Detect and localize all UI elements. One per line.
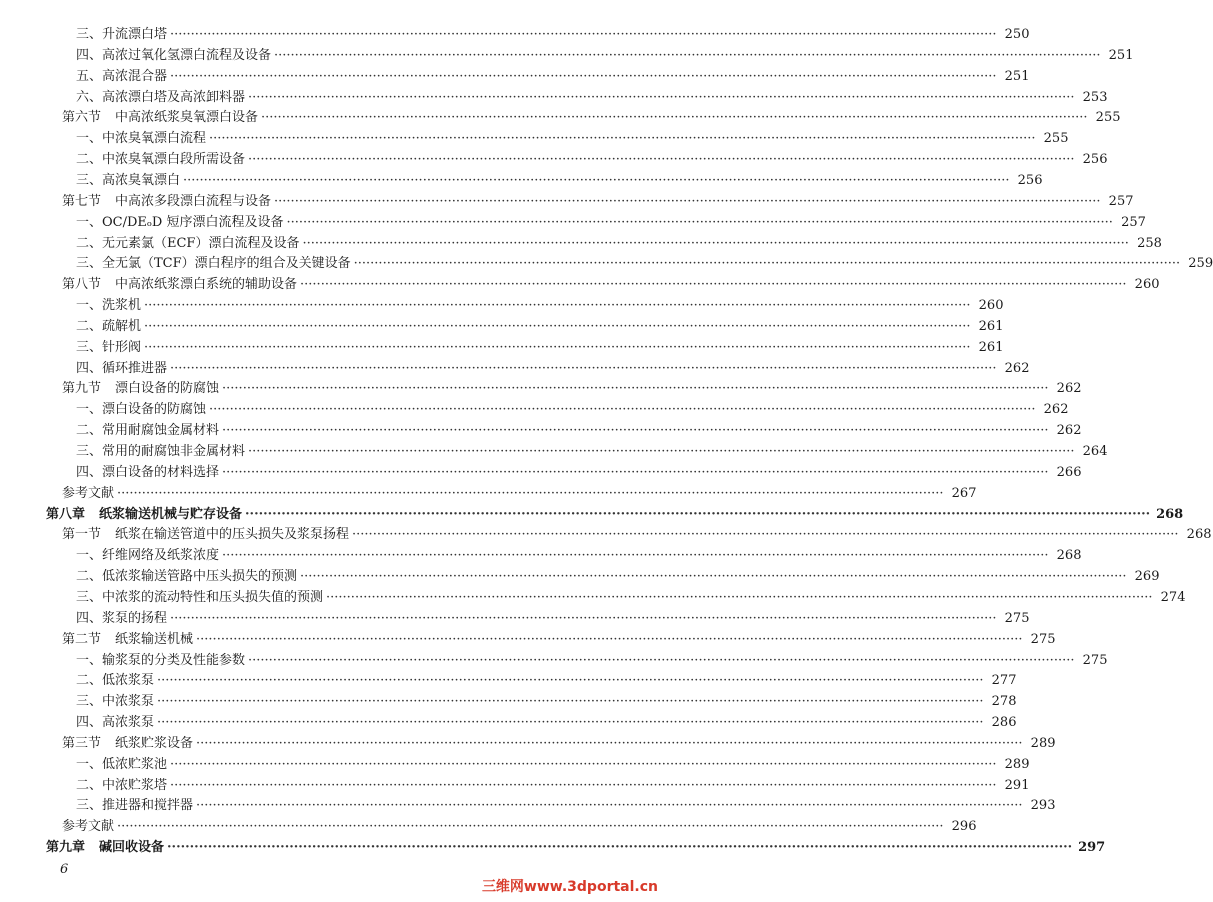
dot-leader: ········································································································································································································ bbox=[157, 673, 984, 689]
toc-entry-title: 一、输浆泵的分类及性能参数 bbox=[76, 652, 246, 668]
dot-leader: ········································································································································································································ bbox=[167, 840, 1073, 856]
watermark-text: 三维网www.3dportal.cn bbox=[481, 879, 658, 895]
toc-page-number: 260 bbox=[1134, 277, 1160, 293]
toc-page-number: 278 bbox=[991, 694, 1017, 710]
toc-entry-title: 五、高浓混合器 bbox=[76, 68, 168, 84]
toc-page-number: 250 bbox=[1004, 27, 1030, 42]
toc-page-number: 275 bbox=[1004, 610, 1030, 626]
dot-leader: ········································································································································································································ bbox=[222, 381, 1049, 397]
dot-leader: ········································································································································································································ bbox=[183, 172, 1010, 188]
toc-entry-title: 三、全无氯（TCF）漂白程序的组合及关键设备 bbox=[76, 256, 351, 272]
toc-entry-chapter bbox=[0, 502, 1184, 523]
dot-leader: ········································································································································································································ bbox=[117, 485, 944, 501]
toc-entry-section bbox=[0, 105, 1121, 126]
toc-entry-item bbox=[0, 418, 1082, 439]
toc-entry-title: 一、OC/DEₒD 短序漂白流程及设备 bbox=[76, 214, 284, 230]
toc-page-number: 256 bbox=[1082, 152, 1108, 168]
toc-entry-item bbox=[0, 147, 1108, 168]
toc-entry-title: 二、中浓臭氧漂白段所需设备 bbox=[76, 152, 246, 168]
dot-leader: ········································································································································································································ bbox=[222, 548, 1049, 564]
toc-entry-number: 第八节 bbox=[62, 277, 102, 293]
dot-leader: ········································································································································································································ bbox=[353, 256, 1181, 272]
toc-entry-section bbox=[0, 272, 1160, 293]
toc-entry-number: 第八章 bbox=[46, 506, 86, 522]
dot-leader: ········································································································································································································ bbox=[170, 27, 997, 42]
toc-entry-item bbox=[0, 335, 1004, 356]
dot-leader: ········································································································································································································ bbox=[209, 402, 1036, 418]
toc-entry-title: 二、中浓贮浆塔 bbox=[76, 777, 168, 793]
toc-page-number: 268 bbox=[1056, 548, 1082, 564]
dot-leader: ········································································································································································································ bbox=[157, 715, 984, 731]
toc-entry-title: 二、疏解机 bbox=[76, 318, 142, 334]
toc-entry-number: 第六节 bbox=[62, 110, 102, 126]
dot-leader: ········································································································································································································ bbox=[352, 527, 1179, 543]
toc-entry-title: 一、中浓臭氧漂白流程 bbox=[76, 131, 207, 147]
toc-entry-text: 纸浆在输送管道中的压头损失及浆泵扬程 bbox=[115, 527, 350, 543]
toc-entry-section bbox=[0, 376, 1082, 397]
dot-leader: ········································································································································································································ bbox=[248, 444, 1075, 459]
toc-page-number: 275 bbox=[1030, 631, 1056, 647]
toc-entry-item bbox=[0, 668, 1017, 689]
toc-entry-text: 中高浓多段漂白流程与设备 bbox=[115, 193, 272, 209]
toc-entry-item bbox=[0, 293, 1004, 314]
toc-entry-title: 二、无元素氯（ECF）漂白流程及设备 bbox=[76, 235, 300, 251]
toc-entry-number: 第一节 bbox=[62, 527, 102, 543]
toc-entry-item bbox=[0, 689, 1017, 710]
toc-entry-item bbox=[0, 85, 1108, 106]
dot-leader: ········································································································································································································ bbox=[261, 110, 1088, 126]
toc-entry-title: 一、洗浆机 bbox=[76, 298, 142, 314]
toc-entry-title: 三、针形阀 bbox=[76, 339, 142, 355]
toc-entry-title bbox=[62, 736, 193, 752]
toc-entry-title: 三、升流漂白塔 bbox=[76, 27, 168, 42]
toc-page-number: 260 bbox=[978, 298, 1004, 314]
toc-entry-text: 中高浓纸浆漂白系统的辅助设备 bbox=[115, 277, 298, 293]
toc-page-number: 268 bbox=[1156, 506, 1184, 522]
toc-page-number: 262 bbox=[1004, 360, 1030, 376]
toc-entry-item bbox=[0, 710, 1017, 731]
toc-entry-title bbox=[62, 381, 219, 397]
toc-page-number: 289 bbox=[1004, 756, 1030, 772]
toc-entry-title: 四、高浓浆泵 bbox=[76, 715, 155, 731]
dot-leader: ········································································································································································································ bbox=[170, 360, 997, 376]
toc-entry-item bbox=[0, 314, 1004, 335]
dot-leader: ········································································································································································································ bbox=[302, 235, 1129, 251]
toc-page-number: 255 bbox=[1043, 131, 1069, 147]
toc-entry-number: 第二节 bbox=[62, 631, 102, 647]
toc-entry-refs bbox=[0, 481, 977, 502]
dot-leader: ········································································································································································································ bbox=[248, 652, 1075, 668]
toc-entry-title: 四、浆泵的扬程 bbox=[76, 610, 168, 626]
toc-page-number: 261 bbox=[978, 318, 1004, 334]
toc-entry-section bbox=[0, 522, 1212, 543]
toc-page-number: 274 bbox=[1160, 589, 1186, 605]
toc-entry-item bbox=[0, 564, 1160, 585]
toc-page-number: 262 bbox=[1056, 381, 1082, 397]
toc-page-number: 257 bbox=[1121, 214, 1146, 230]
toc-page-number: 261 bbox=[978, 339, 1004, 355]
toc-entry-title: 四、循环推进器 bbox=[76, 360, 168, 376]
dot-leader: ········································································································································································································ bbox=[245, 506, 1151, 522]
toc-page-number: 259 bbox=[1188, 256, 1213, 272]
toc-page-number: 257 bbox=[1108, 193, 1134, 209]
toc-page-number: 293 bbox=[1030, 798, 1056, 814]
toc-entry-title: 一、漂白设备的防腐蚀 bbox=[76, 402, 207, 418]
toc-entry-title bbox=[62, 110, 258, 126]
toc-page-number: 251 bbox=[1108, 47, 1134, 63]
toc-entry-title: 一、纤维网络及纸浆浓度 bbox=[76, 548, 220, 564]
toc-entry-text: 漂白设备的防腐蚀 bbox=[115, 381, 220, 397]
toc-page-number: 264 bbox=[1082, 444, 1108, 459]
toc-entry-item bbox=[0, 648, 1108, 669]
toc-entry-text: 纸浆输送机械 bbox=[115, 631, 194, 647]
toc-entry-title: 二、低浓浆输送管路中压头损失的预测 bbox=[76, 569, 298, 585]
toc-page-number: 277 bbox=[991, 673, 1017, 689]
toc-page-number: 296 bbox=[951, 819, 977, 835]
toc-page-number: 266 bbox=[1056, 464, 1082, 480]
toc-page-number: 258 bbox=[1137, 235, 1162, 251]
toc-entry-title bbox=[62, 527, 349, 543]
toc-entry-item bbox=[0, 439, 1108, 460]
dot-leader: ········································································································································································································ bbox=[196, 798, 1023, 814]
dot-leader: ········································································································································································································ bbox=[248, 89, 1075, 105]
toc-entry-title: 二、低浓浆泵 bbox=[76, 673, 155, 689]
toc-entry-title: 参考文献 bbox=[62, 485, 115, 501]
toc-page-number: 262 bbox=[1043, 402, 1069, 418]
toc-entry-item bbox=[0, 397, 1069, 418]
dot-leader: ········································································································································································································ bbox=[196, 631, 1023, 647]
toc-entry-title bbox=[46, 840, 164, 856]
toc-entry-title: 三、推进器和搅拌器 bbox=[76, 798, 194, 814]
dot-leader: ········································································································································································································ bbox=[170, 777, 997, 793]
dot-leader: ········································································································································································································ bbox=[300, 277, 1127, 293]
toc-entry-chapter bbox=[0, 835, 1106, 856]
toc-entry-item bbox=[0, 168, 1043, 189]
toc-page-number: 262 bbox=[1056, 423, 1082, 439]
toc-entry-title bbox=[46, 507, 242, 523]
toc-entry-item bbox=[0, 126, 1069, 147]
toc-entry-title: 参考文献 bbox=[62, 819, 115, 835]
toc-entry-item bbox=[0, 22, 1030, 43]
toc-entry-number: 第九章 bbox=[46, 840, 86, 856]
toc-entry-title: 三、常用的耐腐蚀非金属材料 bbox=[76, 444, 246, 459]
toc-page-number: 289 bbox=[1030, 735, 1056, 751]
toc-entry-title: 三、中浓浆泵 bbox=[76, 694, 155, 710]
dot-leader: ········································································································································································································ bbox=[209, 131, 1036, 147]
dot-leader: ········································································································································································································ bbox=[248, 152, 1075, 168]
toc-entry-number: 第七节 bbox=[62, 193, 102, 209]
toc-page-number: 256 bbox=[1017, 172, 1043, 188]
toc-entry-title: 四、漂白设备的材料选择 bbox=[76, 464, 220, 480]
dot-leader: ········································································································································································································ bbox=[286, 214, 1113, 230]
toc-entry-text: 纸浆贮浆设备 bbox=[115, 735, 194, 751]
toc-entry-item bbox=[0, 460, 1082, 481]
dot-leader: ········································································································································································································ bbox=[170, 610, 997, 626]
toc-page-number: 268 bbox=[1186, 527, 1212, 543]
page-number: 6 bbox=[60, 862, 69, 877]
toc-page-number: 291 bbox=[1004, 777, 1030, 793]
toc-entry-item bbox=[0, 64, 1030, 85]
toc-entry-item bbox=[0, 251, 1213, 272]
dot-leader: ········································································································································································································ bbox=[300, 569, 1127, 585]
toc-entry-title: 一、低浓贮浆池 bbox=[76, 756, 168, 772]
toc-entry-item bbox=[0, 793, 1056, 814]
toc-entry-item bbox=[0, 356, 1030, 377]
toc-entry-item bbox=[0, 231, 1162, 252]
toc-entry-item bbox=[0, 585, 1186, 606]
toc-entry-title bbox=[62, 632, 193, 648]
toc-entry-title: 三、高浓臭氧漂白 bbox=[76, 172, 181, 188]
dot-leader: ········································································································································································································ bbox=[196, 735, 1023, 751]
toc-entry-item bbox=[0, 752, 1030, 773]
dot-leader: ········································································································································································································ bbox=[170, 756, 997, 772]
dot-leader: ········································································································································································································ bbox=[274, 193, 1101, 209]
toc-page-number: 253 bbox=[1082, 89, 1108, 105]
toc-entry-title: 三、中浓浆的流动特性和压头损失值的预测 bbox=[76, 589, 324, 605]
dot-leader: ········································································································································································································ bbox=[274, 47, 1101, 63]
toc-entry-text: 中高浓纸浆臭氧漂白设备 bbox=[115, 110, 259, 126]
dot-leader: ········································································································································································································ bbox=[144, 298, 971, 314]
toc-entry-number: 第九节 bbox=[62, 381, 102, 397]
toc-page-number: 286 bbox=[991, 715, 1017, 731]
dot-leader: ········································································································································································································ bbox=[222, 423, 1049, 439]
toc-entry-title: 六、高浓漂白塔及高浓卸料器 bbox=[76, 89, 246, 105]
toc-entry-title: 四、高浓过氧化氢漂白流程及设备 bbox=[76, 47, 272, 63]
toc-entry-section bbox=[0, 731, 1056, 752]
toc-entry-text: 碱回收设备 bbox=[99, 840, 165, 856]
toc-entry-item bbox=[0, 210, 1146, 231]
toc-entry-number: 第三节 bbox=[62, 735, 102, 751]
toc-page-number: 297 bbox=[1078, 840, 1106, 856]
toc-page-number: 275 bbox=[1082, 652, 1108, 668]
toc-page-number: 267 bbox=[951, 485, 977, 501]
toc-entry-title bbox=[62, 194, 271, 210]
toc-entry-item bbox=[0, 43, 1134, 64]
toc-page-number: 269 bbox=[1134, 569, 1160, 585]
dot-leader: ········································································································································································································ bbox=[117, 819, 944, 835]
toc-entry-item bbox=[0, 606, 1030, 627]
toc-page-number: 255 bbox=[1095, 110, 1121, 126]
toc-entry-refs bbox=[0, 814, 977, 835]
dot-leader: ········································································································································································································ bbox=[170, 68, 997, 84]
dot-leader: ········································································································································································································ bbox=[157, 694, 984, 710]
toc-entry-section bbox=[0, 189, 1134, 210]
toc-entry-section bbox=[0, 627, 1056, 648]
dot-leader: ········································································································································································································ bbox=[144, 339, 971, 355]
dot-leader: ········································································································································································································ bbox=[144, 318, 971, 334]
dot-leader: ········································································································································································································ bbox=[326, 589, 1153, 605]
toc-entry-item bbox=[0, 773, 1030, 794]
dot-leader: ········································································································································································································ bbox=[222, 464, 1049, 480]
toc-page-number: 251 bbox=[1004, 68, 1030, 84]
toc-entry-item bbox=[0, 543, 1082, 564]
toc-entry-title: 二、常用耐腐蚀金属材料 bbox=[76, 423, 220, 439]
toc-entry-text: 纸浆输送机械与贮存设备 bbox=[99, 506, 243, 522]
toc-entry-title bbox=[62, 277, 297, 293]
